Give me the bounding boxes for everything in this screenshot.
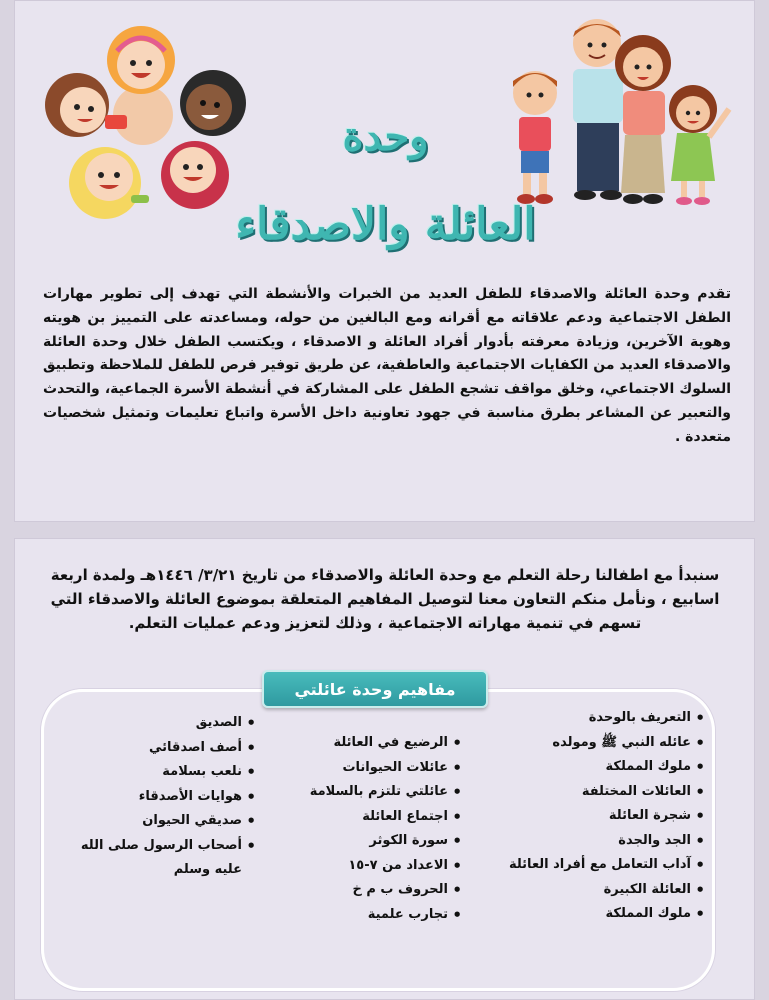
list-item: • الحروف ب م خ	[302, 878, 462, 903]
unit-title-line1: وحدة	[342, 113, 429, 160]
list-item: • صديقي الحيوان	[56, 809, 256, 834]
intro-card	[14, 0, 755, 522]
unit-intro-paragraph: تقدم وحدة العائلة والاصدقاء للطفل العديد من الخبرات والأنشطة التي تهدف إلى تطوير مهارات الطفل الاجتماعية ودعم علاقاته مع أقرانه ومع البالغين من حوله، ومساعدته على التمييز بن هويته وهوية الآخرين، وزيادة معرفته بأدوار أفراد العائلة و الاصدقاء ، ويكتسب الطفل خلال وحدة العائلة والاصدقاء العديد من الكفايات الاجتماعية والعاطفية، عن طريق توفير فرص للطفل للملاحظة وتطبيق السلوك الاجتماعي، وخلق مواقف تشجع الطفل على المشاركة في أنشطة الأسرة الجماعية، والتحدث والتعبير عن المشاعر بطرق مناسبة في جهود تعاونية داخل الأسرة واتباع تعليمات وتمثيل شخصيات متعددة .	[43, 286, 731, 445]
list-item: • التعريف بالوحدة	[505, 706, 705, 731]
kid-top	[107, 26, 175, 94]
list-item: • العائلة الكبيرة	[505, 878, 705, 903]
list-item: • عائلات الحيوانات	[302, 756, 462, 781]
list-item: • هوايات الأصدقاء	[56, 785, 256, 810]
list-item: • نلعب بسلامة	[56, 760, 256, 785]
list-item: • العائلات المختلفة	[505, 780, 705, 805]
list-item: • الجد والجدة	[505, 829, 705, 854]
list-item: • سورة الكوثر	[302, 829, 462, 854]
list-item: • الصديق	[56, 711, 256, 736]
concepts-list-week2	[302, 731, 462, 927]
list-item: • شجرة العائلة	[505, 804, 705, 829]
list-item: • الرضيع في العائلة	[302, 731, 462, 756]
concepts-card	[14, 538, 755, 1000]
list-item: • عائلتي تلتزم بالسلامة	[302, 780, 462, 805]
list-item: • آداب التعامل مع أفراد العائلة	[505, 853, 705, 878]
list-item: • اجتماع العائلة	[302, 805, 462, 830]
concepts-banner: مفاهيم وحدة عائلتي	[262, 670, 488, 708]
list-item: • ملوك المملكة	[505, 755, 705, 780]
unit-title-line2: العائلة والاصدقاء	[235, 199, 536, 250]
list-item: • أصحاب الرسول صلى الله عليه وسلم	[56, 834, 256, 883]
concepts-list-week3	[56, 711, 256, 883]
list-item: • تجارب علمية	[302, 903, 462, 928]
list-item: • الاعداد من ٧-١٥	[302, 854, 462, 879]
family-illustration	[501, 13, 735, 209]
list-item: • عائله النبي ﷺ ومولده	[505, 731, 705, 756]
concepts-list-week1	[505, 706, 705, 927]
list-item: • ملوك المملكة	[505, 902, 705, 927]
schedule-paragraph: سنبدأ مع اطفالنا رحلة التعلم مع وحدة العائلة والاصدقاء من تاريخ ٣/٢١/ ١٤٤٦هـ ولمدة اربعة اسابيع ، ونأمل منكم التعاون معنا لتوصيل المفاهيم المتعلقة بموضوع العائلة والاصدقاء التي تسهم في تنمية مهاراته الاجتماعية ، وذلك لتعزيز ودعم عمليات التعلم.	[50, 566, 720, 632]
list-item: • أصف اصدقائي	[56, 736, 256, 761]
